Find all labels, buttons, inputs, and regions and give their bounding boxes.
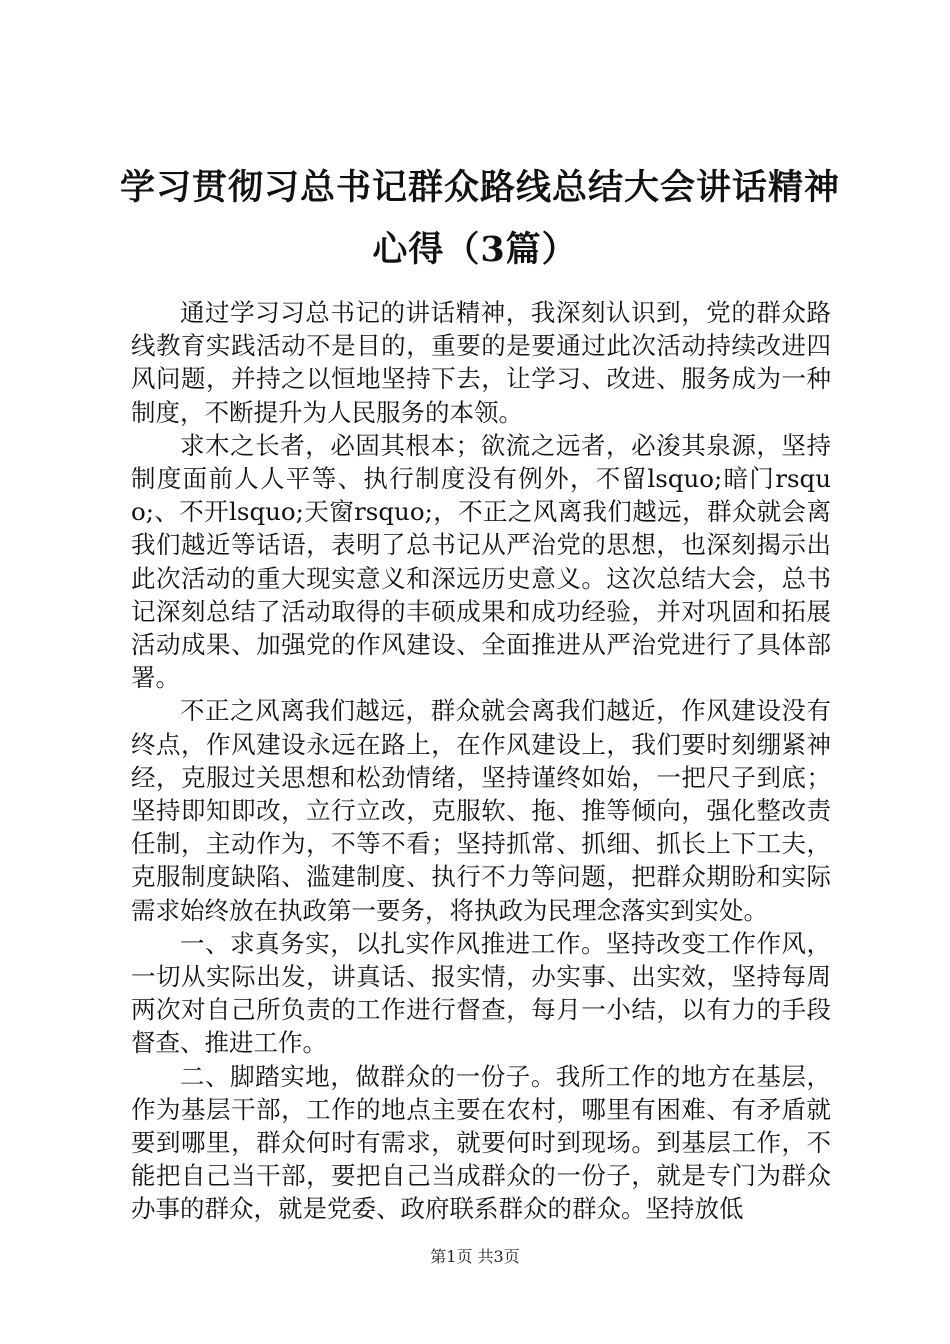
page-number-footer: 第1页 共3页 xyxy=(430,1247,520,1266)
document-title-line-1: 学习贯彻习总书记群众路线总结大会讲话精神 xyxy=(120,167,841,208)
body-paragraph-5: 二、脚踏实地，做群众的一份子。我所工作的地方在基层，作为基层干部，工作的地点主要在农村，哪里有困难、有矛盾就要到哪里，群众何时有需求，就要何时到现场。到基层工作，不能把自己当干部，要把自己当成群众的一份子，就是专门为群众办事的群众，就是党委、政府联系群众的群众。坚持放低 xyxy=(131,1061,831,1224)
document-title-line-2: 心得（3篇） xyxy=(372,229,578,270)
body-paragraph-2: 求木之长者，必固其根本；欲流之远者，必浚其泉源，坚持制度面前人人平等、执行制度没有例外，不留lsquo;暗门rsquo;、不开lsquo;天窗rsquo;，不正之风离我们越远，群众就会离我们越近等话语，表明了总书记从严治党的思想，也深刻揭示出此次活动的重大现实意义和深远历史意义。这次总结大会，总书记深刻总结了活动取得的丰硕成果和成功经验，并对巩固和拓展活动成果、加强党的作风建设、全面推进从严治党进行了具体部署。 xyxy=(131,430,831,693)
body-paragraph-1: 通过学习习总书记的讲话精神，我深刻认识到，党的群众路线教育实践活动不是目的，重要的是要通过此次活动持续改进四风问题，并持之以恒地坚持下去，让学习、改进、服务成为一种制度，不断提升为人民服务的本领。 xyxy=(131,298,831,427)
body-paragraph-4: 一、求真务实，以扎实作风推进工作。坚持改变工作作风，一切从实际出发，讲真话、报实情，办实事、出实效，坚持每周两次对自己所负责的工作进行督查，每月一小结，以有力的手段督查、推进工作。 xyxy=(131,928,831,1058)
body-paragraph-3: 不正之风离我们越远，群众就会离我们越近，作风建设没有终点，作风建设永远在路上，在作风建设上，我们要时刻绷紧神经，克服过关思想和松劲情绪，坚持谨终如始，一把尺子到底；坚持即知即改，立行立改，克服软、拖、推等倾向，强化整改责任制，主动作为，不等不看；坚持抓常、抓细、抓长上下工夫，克服制度缺陷、滥建制度、执行不力等问题，把群众期盼和实际需求始终放在执政第一要务，将执政为民理念落实到实处。 xyxy=(131,696,831,925)
document-body xyxy=(131,296,831,1226)
